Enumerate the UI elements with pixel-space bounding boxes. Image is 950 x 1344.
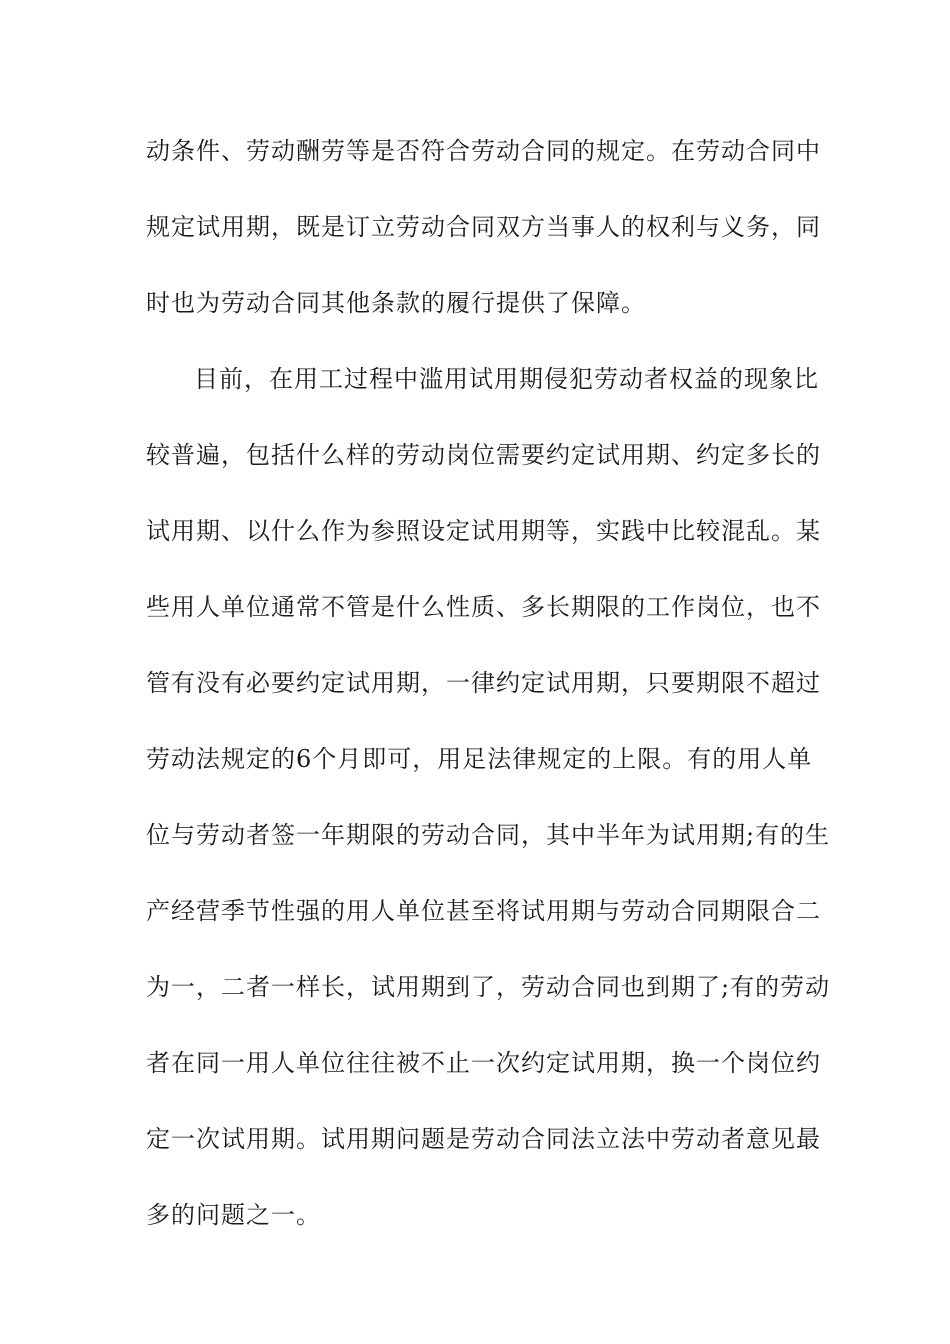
paragraph-2-line-10: 者在同一用人单位往往被不止一次约定试用期，换一个岗位约 [146,1049,821,1077]
paragraph-2-line-1: 目前，在用工过程中滥用试用期侵犯劳动者权益的现象比 [194,365,819,393]
paragraph-1-line-3: 时也为劳动合同其他条款的履行提供了保障。 [146,289,646,317]
paragraph-2-line-6: 劳动法规定的6个月即可，用足法律规定的上限。有的用人单 [146,745,813,773]
paragraph-2-line-8: 产经营季节性强的用人单位甚至将试用期与劳动合同期限合二 [146,897,821,925]
paragraph-2-line-12: 多的问题之一。 [146,1201,321,1229]
paragraph-2-line-11: 定一次试用期。试用期问题是劳动合同法立法中劳动者意见最 [146,1125,821,1153]
paragraph-1-line-2: 规定试用期，既是订立劳动合同双方当事人的权利与义务，同 [146,213,821,241]
paragraph-1-line-1: 动条件、劳动酬劳等是否符合劳动合同的规定。在劳动合同中 [146,137,821,165]
paragraph-2-line-3: 试用期、以什么作为参照设定试用期等，实践中比较混乱。某 [146,517,821,545]
paragraph-2-line-5: 管有没有必要约定试用期，一律约定试用期，只要期限不超过 [146,669,821,697]
paragraph-2-line-9: 为一，二者一样长，试用期到了，劳动合同也到期了;有的劳动 [146,973,831,1001]
paragraph-2-line-4: 些用人单位通常不管是什么性质、多长期限的工作岗位，也不 [146,593,821,621]
paragraph-2-line-7: 位与劳动者签一年期限的劳动合同，其中半年为试用期;有的生 [146,821,831,849]
paragraph-2-line-2: 较普遍，包括什么样的劳动岗位需要约定试用期、约定多长的 [146,441,821,469]
